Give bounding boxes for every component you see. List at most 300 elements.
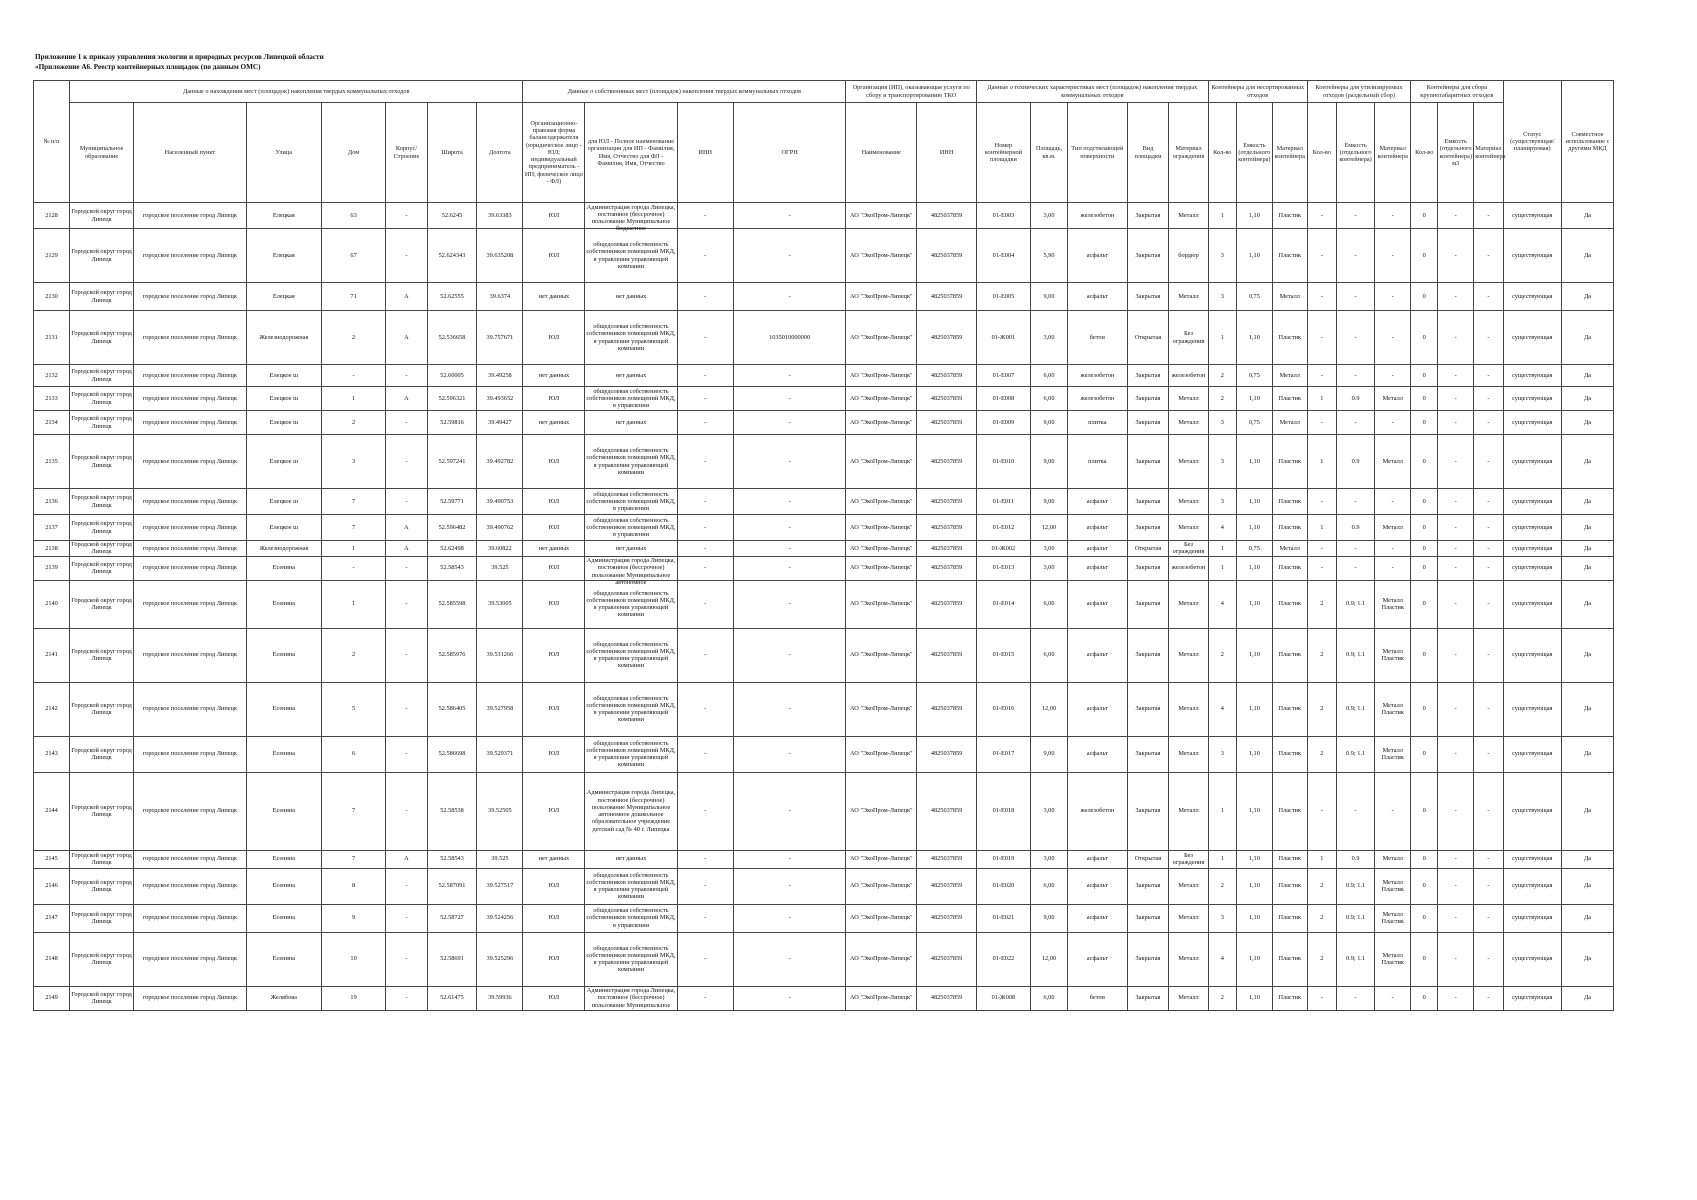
table-cell: 6,00 <box>1030 628 1067 682</box>
table-cell: 6,00 <box>1030 868 1067 904</box>
table-cell: Да <box>1562 986 1614 1010</box>
table-cell: 9 <box>322 904 386 932</box>
table-cell: - <box>733 203 846 229</box>
table-cell: 1 <box>1307 387 1336 411</box>
table-cell: городское поселение город Липецк <box>134 541 247 557</box>
column-header: Долгота <box>477 103 523 203</box>
table-cell: - <box>1438 435 1474 489</box>
table-cell: Без ограждения <box>1169 541 1208 557</box>
owner-text: общедолевая собственность собственников помещений МКД, в управлении управляющей компании <box>586 322 676 352</box>
table-cell: - <box>1336 541 1374 557</box>
table-cell: 52.596321 <box>427 387 477 411</box>
table-cell: - <box>677 628 733 682</box>
table-cell: АО "ЭкоПром-Липецк" <box>846 850 917 868</box>
table-cell: 01-Е016 <box>976 682 1030 736</box>
table-cell <box>585 850 677 868</box>
table-cell: железобетон <box>1068 772 1128 850</box>
table-cell: 71 <box>322 283 386 311</box>
table-cell: существующая <box>1503 411 1562 435</box>
table-cell: нет данных <box>523 283 585 311</box>
table-cell: 4825037859 <box>917 387 977 411</box>
table-cell: 2132 <box>34 365 70 387</box>
table-cell <box>585 736 677 772</box>
table-cell: - <box>677 850 733 868</box>
table-cell: 6 <box>322 736 386 772</box>
table-cell: 2 <box>322 628 386 682</box>
column-header: Корпус/Строение <box>386 103 428 203</box>
table-cell: - <box>1375 311 1411 365</box>
table-cell: ЮЛ <box>523 203 585 229</box>
table-cell: АО "ЭкоПром-Липецк" <box>846 365 917 387</box>
table-cell: - <box>733 489 846 515</box>
table-cell: - <box>1438 541 1474 557</box>
table-cell: 1 <box>1208 850 1236 868</box>
column-header: Площадь, кв.м. <box>1030 103 1067 203</box>
table-cell: 2 <box>1208 868 1236 904</box>
table-cell: - <box>1307 541 1336 557</box>
table-row <box>34 986 1614 1010</box>
table-row <box>34 736 1614 772</box>
table-cell: Да <box>1562 229 1614 283</box>
table-cell: 6,00 <box>1030 387 1067 411</box>
table-cell: городское поселение город Липецк <box>134 489 247 515</box>
table-cell: 1 <box>1307 515 1336 541</box>
table-cell: 3,00 <box>1030 772 1067 850</box>
owner-text: Администрация города Липецка, постоянное (бессрочное) пользование Муниципальное автономное дошкольное образовательное учреждение детский сад № 40 г. Липецка <box>586 789 676 833</box>
table-cell: 3 <box>1208 435 1236 489</box>
table-cell: АО "ЭкоПром-Липецк" <box>846 628 917 682</box>
table-cell: существующая <box>1503 850 1562 868</box>
table-cell: 2128 <box>34 203 70 229</box>
table-cell: А <box>386 541 428 557</box>
table-cell: Да <box>1562 311 1614 365</box>
table-cell: асфальт <box>1068 932 1128 986</box>
table-cell: Городской округ город Липецк <box>70 580 134 628</box>
table-cell: А <box>386 283 428 311</box>
table-cell: 3 <box>1208 489 1236 515</box>
table-cell: - <box>386 489 428 515</box>
table-cell: Елецкая <box>246 283 321 311</box>
table-cell: Пластик <box>1272 904 1307 932</box>
table-cell: 01-Е013 <box>976 556 1030 580</box>
table-cell: 6,00 <box>1030 986 1067 1010</box>
column-header: Кол-во <box>1411 103 1438 203</box>
table-row <box>34 868 1614 904</box>
column-header: Муниципальное образование <box>70 103 134 203</box>
table-cell: - <box>677 772 733 850</box>
table-cell: - <box>1307 772 1336 850</box>
table-cell: 2146 <box>34 868 70 904</box>
table-row <box>34 628 1614 682</box>
table-row <box>34 283 1614 311</box>
table-cell: АО "ЭкоПром-Липецк" <box>846 682 917 736</box>
table-cell: Пластик <box>1272 556 1307 580</box>
table-cell: - <box>1307 283 1336 311</box>
table-cell: 01-Е003 <box>976 203 1030 229</box>
table-cell: Металл Пластик <box>1375 628 1411 682</box>
table-cell: - <box>1474 203 1503 229</box>
table-cell: городское поселение город Липецк <box>134 515 247 541</box>
column-header: Организационно-правовая форма балансодержателя (юридическое лицо - ЮЛ; индивидуальный предприниматель - ИП; физическое лицо - ФЛ) <box>523 103 585 203</box>
table-cell: - <box>1438 411 1474 435</box>
table-cell: 1,10 <box>1236 229 1272 283</box>
table-cell: 0 <box>1411 541 1438 557</box>
table-cell: 8 <box>322 868 386 904</box>
table-cell <box>585 580 677 628</box>
table-cell: Металл Пластик <box>1375 932 1411 986</box>
table-cell: Закрытая <box>1127 868 1169 904</box>
table-cell: - <box>677 556 733 580</box>
table-cell: 1,10 <box>1236 736 1272 772</box>
table-row <box>34 682 1614 736</box>
table-cell: 4825037859 <box>917 904 977 932</box>
table-cell: 2 <box>1208 365 1236 387</box>
column-header: ИНН <box>677 103 733 203</box>
table-cell: 0 <box>1411 556 1438 580</box>
table-cell: - <box>386 229 428 283</box>
table-cell: - <box>1307 203 1336 229</box>
table-cell: асфальт <box>1068 682 1128 736</box>
table-cell: - <box>733 736 846 772</box>
table-cell: 39.635208 <box>477 229 523 283</box>
table-cell: 2143 <box>34 736 70 772</box>
table-cell: 2133 <box>34 387 70 411</box>
table-cell: Есенина <box>246 932 321 986</box>
table-cell: - <box>1438 580 1474 628</box>
table-cell <box>585 515 677 541</box>
owner-text: Администрация города Липецка, постоянное (бессрочное) пользование Муниципальное автономное <box>586 557 676 586</box>
table-cell: 39.524256 <box>477 904 523 932</box>
table-cell: - <box>1336 203 1374 229</box>
table-cell: 2 <box>1307 628 1336 682</box>
table-cell: существующая <box>1503 682 1562 736</box>
table-cell: Да <box>1562 541 1614 557</box>
table-cell: 0.9; 1.1 <box>1336 932 1374 986</box>
table-cell: асфальт <box>1068 580 1128 628</box>
table-cell: ЮЛ <box>523 387 585 411</box>
table-cell: 3,00 <box>1030 541 1067 557</box>
table-cell: - <box>677 411 733 435</box>
table-cell: 01-Е022 <box>976 932 1030 986</box>
table-cell: Металл <box>1272 541 1307 557</box>
table-cell: Городской округ город Липецк <box>70 628 134 682</box>
table-cell: 0 <box>1411 986 1438 1010</box>
table-cell: Городской округ город Липецк <box>70 203 134 229</box>
table-cell: 4 <box>1208 580 1236 628</box>
table-cell: Елецкая <box>246 203 321 229</box>
table-cell: Городской округ город Липецк <box>70 556 134 580</box>
table-cell: - <box>1307 311 1336 365</box>
column-header: Материал ограждения <box>1169 103 1208 203</box>
table-row <box>34 489 1614 515</box>
table-cell: 1,10 <box>1236 850 1272 868</box>
table-cell: ЮЛ <box>523 904 585 932</box>
table-cell: 52.62555 <box>427 283 477 311</box>
table-cell: - <box>1474 772 1503 850</box>
table-cell: ЮЛ <box>523 986 585 1010</box>
table-cell: Металл <box>1169 203 1208 229</box>
table-cell: 52.597241 <box>427 435 477 489</box>
table-cell: 4825037859 <box>917 411 977 435</box>
owner-text: Администрация города Липецка, постоянное (бессрочное) пользование Муниципальное бюджетное <box>586 203 676 233</box>
table-cell: 0 <box>1411 365 1438 387</box>
table-cell: 01-Е005 <box>976 283 1030 311</box>
table-cell: - <box>1438 736 1474 772</box>
table-cell: Да <box>1562 772 1614 850</box>
table-cell: - <box>733 868 846 904</box>
owner-text: общедолевая собственность собственников помещений МКД, в управлении <box>586 907 676 929</box>
table-cell: Пластик <box>1272 736 1307 772</box>
table-cell: 4825037859 <box>917 986 977 1010</box>
owner-text: общедолевая собственность собственников помещений МКД, в управлении <box>586 490 676 513</box>
table-cell: существующая <box>1503 515 1562 541</box>
table-cell: 0 <box>1411 868 1438 904</box>
table-cell: Городской округ город Липецк <box>70 229 134 283</box>
table-cell: 52.58543 <box>427 556 477 580</box>
table-cell: 0.9; 1.1 <box>1336 580 1374 628</box>
table-cell: Металл <box>1272 365 1307 387</box>
table-cell <box>585 489 677 515</box>
table-cell: Открытая <box>1127 850 1169 868</box>
document-titles <box>35 52 324 72</box>
table-cell: - <box>1438 904 1474 932</box>
table-cell: нет данных <box>523 365 585 387</box>
table-cell: существующая <box>1503 986 1562 1010</box>
table-cell: 0 <box>1411 229 1438 283</box>
column-header: Широта <box>427 103 477 203</box>
table-cell: ЮЛ <box>523 628 585 682</box>
table-row <box>34 411 1614 435</box>
table-cell: Да <box>1562 904 1614 932</box>
table-cell: городское поселение город Липецк <box>134 932 247 986</box>
table-cell: 2129 <box>34 229 70 283</box>
table-cell: 2 <box>1307 736 1336 772</box>
table-cell: Елецкое ш <box>246 365 321 387</box>
table-cell: 0 <box>1411 387 1438 411</box>
table-cell: Елецкое ш <box>246 411 321 435</box>
table-cell <box>585 868 677 904</box>
table-cell: - <box>1336 283 1374 311</box>
table-cell: - <box>1375 772 1411 850</box>
table-cell: Закрытая <box>1127 435 1169 489</box>
table-cell: Городской округ город Липецк <box>70 411 134 435</box>
table-cell: 2135 <box>34 435 70 489</box>
table-cell: 52.586405 <box>427 682 477 736</box>
table-cell: 1 <box>1208 556 1236 580</box>
table-cell: Городской округ город Липецк <box>70 283 134 311</box>
table-row <box>34 515 1614 541</box>
table-cell: - <box>1438 682 1474 736</box>
table-cell: 3 <box>1208 283 1236 311</box>
table-cell: - <box>1438 311 1474 365</box>
table-cell: 1,10 <box>1236 904 1272 932</box>
column-header: Емкость (отдельного контейнера) <box>1236 103 1272 203</box>
table-cell: Есенина <box>246 904 321 932</box>
table-cell: Металл <box>1272 411 1307 435</box>
table-cell: Есенина <box>246 736 321 772</box>
table-cell: городское поселение город Липецк <box>134 229 247 283</box>
table-cell: 3 <box>1208 229 1236 283</box>
table-cell: 52.6245 <box>427 203 477 229</box>
table-cell: Городской округ город Липецк <box>70 868 134 904</box>
table-cell: Металл <box>1272 283 1307 311</box>
table-cell: существующая <box>1503 932 1562 986</box>
table-cell: АО "ЭкоПром-Липецк" <box>846 229 917 283</box>
table-cell: 52.58727 <box>427 904 477 932</box>
table-cell: 5 <box>322 682 386 736</box>
table-cell: 1,10 <box>1236 772 1272 850</box>
table-cell: 4825037859 <box>917 580 977 628</box>
owner-text: общедолевая собственность собственников помещений МКД, в управлении управляющей компании <box>586 240 676 270</box>
table-cell: бордюр <box>1169 229 1208 283</box>
table-cell: 2134 <box>34 411 70 435</box>
table-cell: 2147 <box>34 904 70 932</box>
table-cell: - <box>1438 772 1474 850</box>
table-cell: городское поселение город Липецк <box>134 387 247 411</box>
table-cell: - <box>1474 932 1503 986</box>
table-cell: 1 <box>322 387 386 411</box>
table-cell: 2131 <box>34 311 70 365</box>
table-cell: - <box>1336 489 1374 515</box>
table-cell: Городской округ город Липецк <box>70 489 134 515</box>
table-cell: существующая <box>1503 868 1562 904</box>
table-cell: Металл <box>1169 283 1208 311</box>
table-cell: 0 <box>1411 850 1438 868</box>
table-cell: АО "ЭкоПром-Липецк" <box>846 541 917 557</box>
table-cell: ЮЛ <box>523 932 585 986</box>
table-cell: 01-Е021 <box>976 904 1030 932</box>
table-cell: 9,00 <box>1030 904 1067 932</box>
table-cell: 6,00 <box>1030 580 1067 628</box>
table-cell: Закрытая <box>1127 932 1169 986</box>
table-cell: - <box>386 772 428 850</box>
table-cell: Закрытая <box>1127 387 1169 411</box>
owner-text: общедолевая собственность собственников помещений МКД, в управлении управляющей компании <box>586 640 676 670</box>
table-cell: городское поселение город Липецк <box>134 986 247 1010</box>
table-cell: Городской округ город Липецк <box>70 682 134 736</box>
table-cell: Металл <box>1169 411 1208 435</box>
table-cell: 4825037859 <box>917 203 977 229</box>
table-cell: - <box>1438 850 1474 868</box>
table-cell: 3 <box>1208 411 1236 435</box>
table-cell: 4825037859 <box>917 229 977 283</box>
table-cell: асфальт <box>1068 489 1128 515</box>
table-cell: - <box>1336 556 1374 580</box>
table-cell: существующая <box>1503 772 1562 850</box>
table-cell: - <box>386 932 428 986</box>
table-cell: - <box>733 556 846 580</box>
table-cell: Металл <box>1169 489 1208 515</box>
table-row <box>34 435 1614 489</box>
table-cell: Городской округ город Липецк <box>70 772 134 850</box>
table-cell: Закрытая <box>1127 904 1169 932</box>
table-cell: 0 <box>1411 932 1438 986</box>
table-cell: - <box>1438 556 1474 580</box>
column-header: Материал контейнера <box>1375 103 1411 203</box>
header-group-operator: Организация (ИП), оказывающая услуги по сбору и транспортированию ТКО <box>846 81 977 103</box>
table-cell: Городской округ город Липецк <box>70 311 134 365</box>
table-cell: - <box>1474 628 1503 682</box>
table-cell: 0.9 <box>1336 435 1374 489</box>
table-cell: асфальт <box>1068 904 1128 932</box>
table-cell: Пластик <box>1272 387 1307 411</box>
table-cell: 19 <box>322 986 386 1010</box>
table-cell: асфальт <box>1068 515 1128 541</box>
table-cell: Металл <box>1169 736 1208 772</box>
table-cell: 3,00 <box>1030 311 1067 365</box>
table-cell: Пластик <box>1272 772 1307 850</box>
table-cell: 7 <box>322 489 386 515</box>
table-cell <box>585 229 677 283</box>
table-cell: асфальт <box>1068 283 1128 311</box>
table-cell: 0.9 <box>1336 515 1374 541</box>
table-cell: АО "ЭкоПром-Липецк" <box>846 515 917 541</box>
owner-text: общедолевая собственность собственников помещений МКД, в управлении управляющей компании <box>586 944 676 974</box>
table-cell: Городской округ город Липецк <box>70 387 134 411</box>
table-cell: ЮЛ <box>523 311 585 365</box>
table-header <box>34 81 1614 203</box>
table-cell: Металл Пластик <box>1375 736 1411 772</box>
table-cell: 2138 <box>34 541 70 557</box>
table-cell: 5,90 <box>1030 229 1067 283</box>
table-cell: 4825037859 <box>917 489 977 515</box>
table-cell: Металл <box>1169 580 1208 628</box>
table-cell: - <box>1474 986 1503 1010</box>
table-cell: Закрытая <box>1127 515 1169 541</box>
table-cell: Елецкое ш <box>246 435 321 489</box>
table-cell: - <box>733 387 846 411</box>
table-cell: 6,00 <box>1030 365 1067 387</box>
table-cell: - <box>733 515 846 541</box>
table-cell: АО "ЭкоПром-Липецк" <box>846 904 917 932</box>
table-cell: 1 <box>322 580 386 628</box>
table-cell: Да <box>1562 556 1614 580</box>
table-cell: - <box>1375 411 1411 435</box>
table-cell: 2 <box>1307 868 1336 904</box>
table-cell: 2136 <box>34 489 70 515</box>
table-cell: - <box>677 986 733 1010</box>
table-cell: - <box>1307 411 1336 435</box>
table-cell: Да <box>1562 489 1614 515</box>
table-cell: ЮЛ <box>523 682 585 736</box>
table-cell: Металл <box>1169 515 1208 541</box>
table-cell: - <box>1336 229 1374 283</box>
table-cell: 0 <box>1411 580 1438 628</box>
table-cell: Закрытая <box>1127 283 1169 311</box>
table-cell: 1,10 <box>1236 387 1272 411</box>
table-cell: - <box>1336 365 1374 387</box>
table-cell: 4825037859 <box>917 541 977 557</box>
table-cell: ЮЛ <box>523 515 585 541</box>
table-cell: Металл <box>1375 435 1411 489</box>
table-cell: Пластик <box>1272 986 1307 1010</box>
table-cell: Да <box>1562 387 1614 411</box>
table-cell: 01-Е007 <box>976 365 1030 387</box>
table-cell: АО "ЭкоПром-Липецк" <box>846 580 917 628</box>
table-cell: - <box>1307 229 1336 283</box>
table-cell: асфальт <box>1068 736 1128 772</box>
table-cell: 2 <box>1307 580 1336 628</box>
table-cell: АО "ЭкоПром-Липецк" <box>846 932 917 986</box>
table-cell: - <box>1375 986 1411 1010</box>
table-cell <box>585 283 677 311</box>
owner-text: общедолевая собственность собственников помещений МКД, в управлении <box>586 387 676 410</box>
header-num: № п/п <box>34 81 70 203</box>
table-cell: 2130 <box>34 283 70 311</box>
table-cell: Да <box>1562 283 1614 311</box>
table-cell: АО "ЭкоПром-Липецк" <box>846 203 917 229</box>
table-cell: - <box>677 904 733 932</box>
